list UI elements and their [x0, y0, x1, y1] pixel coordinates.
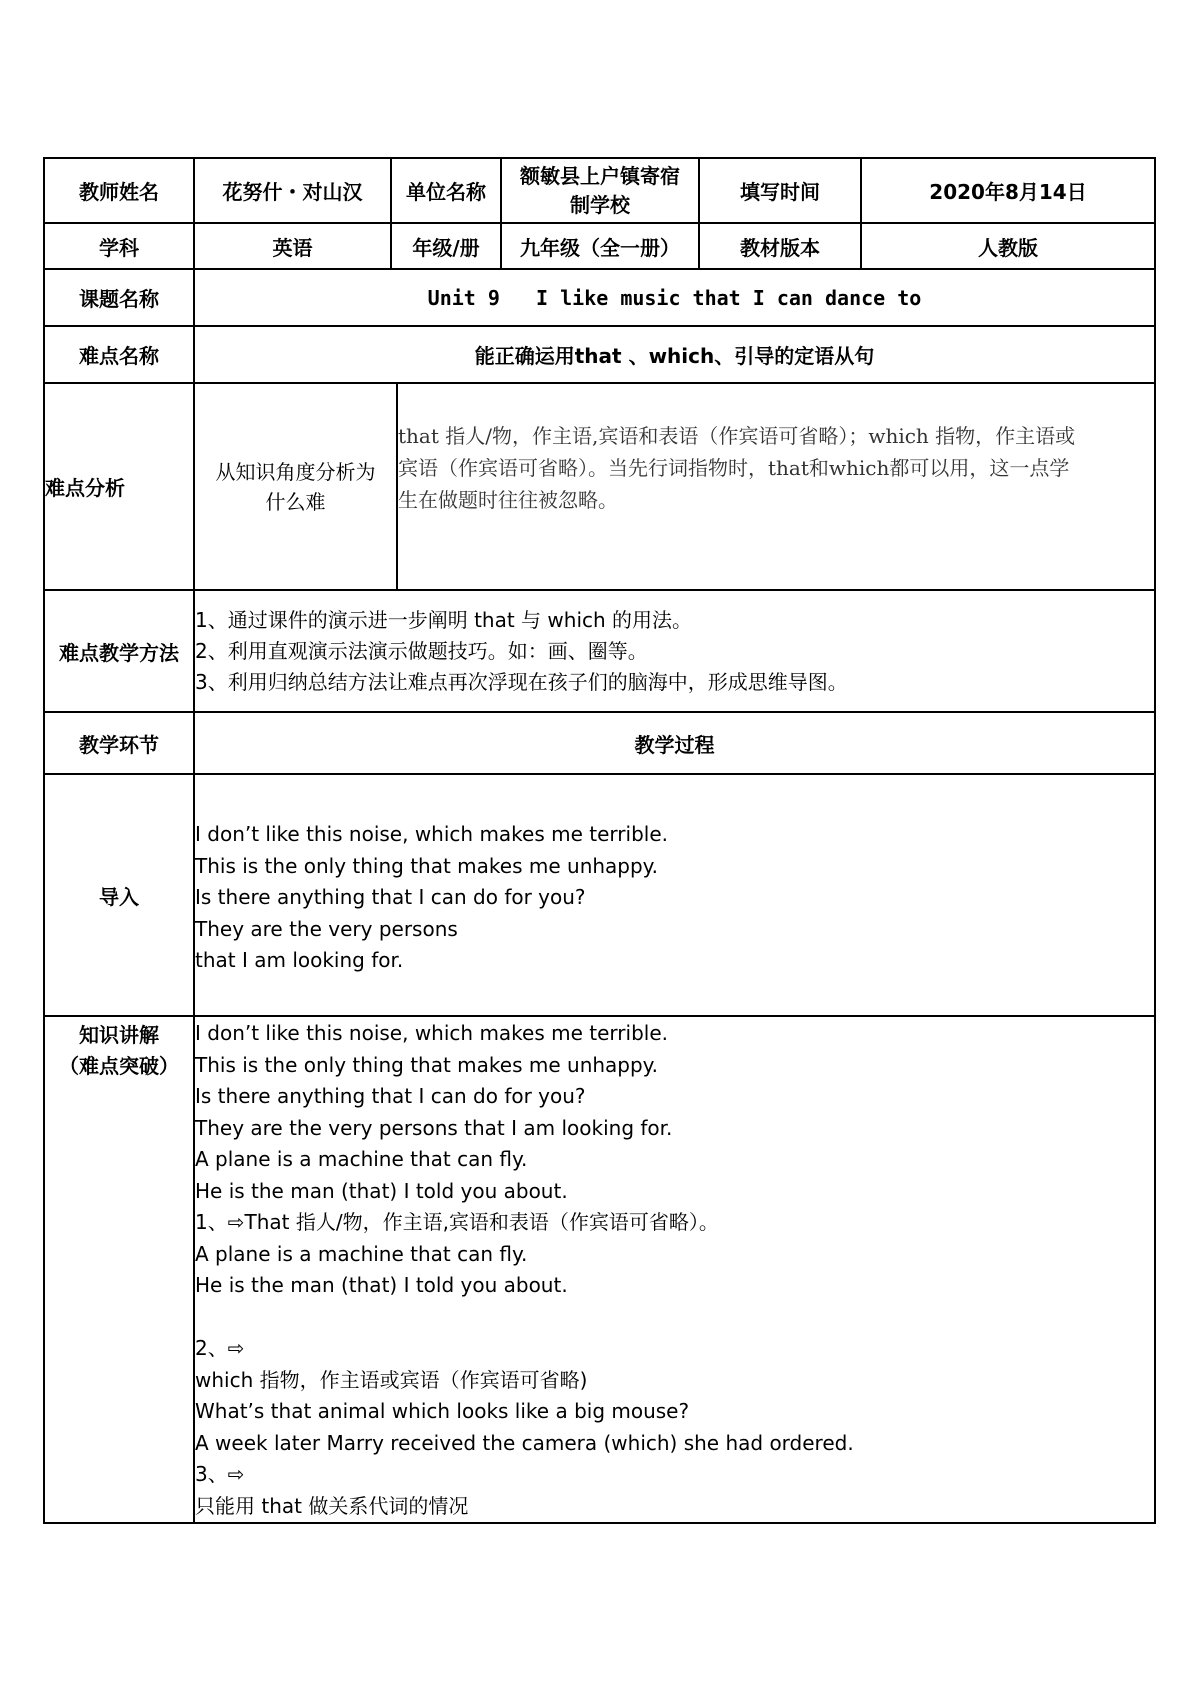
explanation-label-line2: （难点突破）: [59, 1054, 179, 1078]
explanation-line: A plane is a machine that can fly.: [195, 1241, 528, 1266]
unit-name-line2: 制学校: [570, 192, 630, 217]
intro-line: This is the only thing that makes me unhappy.: [195, 853, 659, 878]
edition-label: 教材版本: [699, 223, 861, 269]
grade-value: 九年级（全一册）: [501, 223, 699, 269]
analysis-line: that 指人/物，作主语,宾语和表语（作宾语可省略）；which 指物，作主语或: [398, 423, 1076, 448]
grade-label: 年级/册: [391, 223, 501, 269]
explanation-label: [44, 1016, 194, 1523]
intro-line: that I am looking for.: [195, 948, 404, 973]
topic-label: 课题名称: [44, 269, 194, 326]
analysis-content: [194, 383, 1155, 590]
header-row-2: [44, 223, 1155, 269]
unit-name: [501, 158, 699, 223]
explanation-blank-line: [195, 1302, 1154, 1334]
explanation-line: He is the man (that) I told you about.: [195, 1178, 568, 1203]
explanation-line: A plane is a machine that can fly.: [195, 1147, 528, 1171]
explanation-line: What’s that animal which looks like a big mouse?: [195, 1399, 690, 1423]
date-label: 填写时间: [699, 158, 861, 223]
process-header-row: [44, 712, 1155, 774]
subject-label: 学科: [44, 223, 194, 269]
subject-value: 英语: [194, 223, 391, 269]
date-value: 2020年8月14日: [861, 158, 1155, 223]
methods-content: [194, 590, 1155, 712]
method-item: 3、利用归纳总结方法让难点再次浮现在孩子们的脑海中，形成思维导图。: [195, 669, 848, 694]
difficulty-row: [44, 326, 1155, 383]
methods-label: 难点教学方法: [44, 590, 194, 712]
topic-row: [44, 269, 1155, 326]
analysis-label: 难点分析: [44, 383, 194, 590]
difficulty-label: 难点名称: [44, 326, 194, 383]
header-row-1: [44, 158, 1155, 223]
method-item: 1、通过课件的演示进一步阐明 that 与 which 的用法。: [195, 607, 693, 632]
explanation-line: which 指物，作主语或宾语（作宾语可省略): [195, 1367, 588, 1392]
intro-label: 导入: [44, 774, 194, 1016]
unit-name-line1: 额敏县上户镇寄宿: [520, 163, 680, 188]
teacher-label: 教师姓名: [44, 158, 194, 223]
intro-line: Is there anything that I can do for you?: [195, 885, 586, 910]
unit-label: 单位名称: [391, 158, 501, 223]
teacher-name: 花努什・对山汉: [194, 158, 391, 223]
edition-value: 人教版: [861, 223, 1155, 269]
intro-content: [194, 774, 1155, 1016]
explanation-line: A week later Marry received the camera (which) she had ordered.: [195, 1430, 854, 1455]
methods-row: [44, 590, 1155, 712]
analysis-sub-label-line1: 从知识角度分析为: [215, 459, 376, 484]
explanation-row: [44, 1016, 1155, 1523]
method-item: 2、利用直观演示法演示做题技巧。如：画、圈等。: [195, 638, 648, 663]
analysis-text: [397, 384, 1154, 589]
explanation-label-line1: 知识讲解: [79, 1023, 159, 1047]
explanation-line: 2、⇨: [195, 1336, 245, 1360]
explanation-line: 3、⇨: [195, 1462, 245, 1486]
topic-value: [194, 269, 1155, 326]
analysis-line: 生在做题时往往被忽略。: [398, 487, 618, 512]
analysis-sub-label-line2: 什么难: [265, 489, 326, 514]
process-label: 教学过程: [194, 712, 1155, 774]
analysis-row: [44, 383, 1155, 590]
explanation-line: They are the very persons that I am looking for.: [195, 1115, 673, 1140]
explanation-line: 1、⇨That 指人/物，作主语,宾语和表语（作宾语可省略）。: [195, 1210, 719, 1234]
intro-line: They are the very persons: [195, 916, 458, 941]
explanation-content: [194, 1016, 1155, 1523]
explanation-line: This is the only thing that makes me unhappy.: [195, 1052, 659, 1077]
explanation-line: 只能用 that 做关系代词的情况: [195, 1493, 469, 1518]
explanation-line: I don’t like this noise, which makes me terrible.: [195, 1021, 668, 1045]
intro-line: I don’t like this noise, which makes me terrible.: [195, 822, 668, 847]
explanation-line: Is there anything that I can do for you?: [195, 1084, 586, 1108]
intro-row: [44, 774, 1155, 1016]
analysis-sub-label: [195, 384, 397, 589]
stage-label: 教学环节: [44, 712, 194, 774]
topic-value-text: Unit 9 I like music that I can dance to: [427, 285, 922, 310]
analysis-line: 宾语（作宾语可省略）。当先行词指物时，that和which都可以用，这一点学: [398, 455, 1070, 480]
lesson-plan-table: [43, 157, 1156, 1524]
difficulty-value: 能正确运用that 、which、引导的定语从句: [194, 326, 1155, 383]
explanation-line: He is the man (that) I told you about.: [195, 1273, 568, 1297]
